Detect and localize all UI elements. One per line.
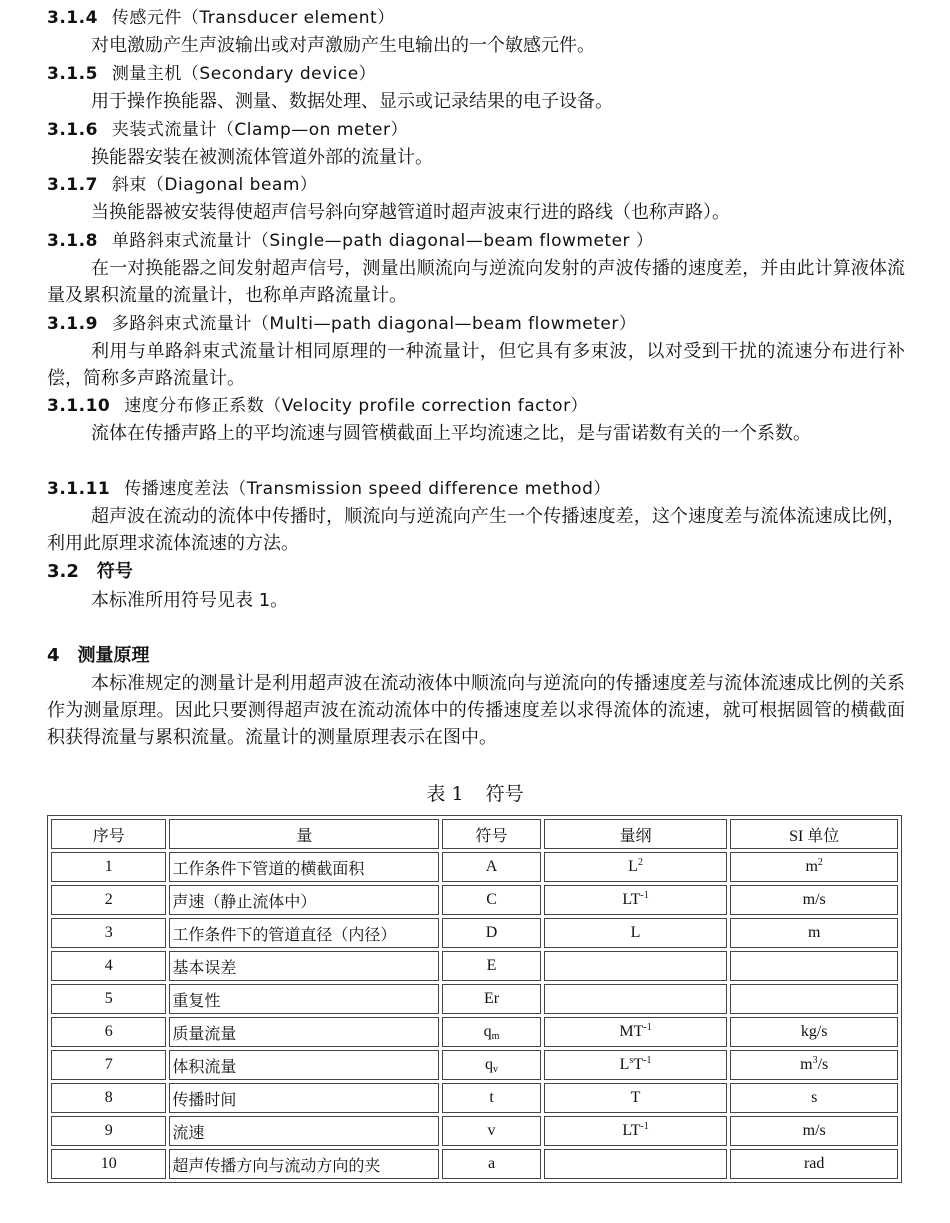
term-heading — [47, 395, 588, 417]
section-body: 本标准规定的测量计是利用超声波在流动液体中顺流向与逆流向的传播速度差与流体流速成比例的关系作为测量原理。因此只要测得超声波在流动流体中的传播速度差以求得流体的流速，就可根据圆管的横截面积获得流量与累积流量。流量计的测量原理表示在图中。 — [47, 673, 905, 748]
symbol-base: D — [485, 924, 498, 941]
unit-base: m — [807, 924, 821, 941]
dimension-exponent: 2 — [637, 857, 643, 868]
section-title: 测量原理 — [77, 645, 150, 666]
header-si-unit: SI 单位 — [730, 819, 898, 849]
dimension-exponent: -1 — [640, 1121, 649, 1132]
symbol-base: v — [487, 1122, 496, 1139]
cell-symbol — [442, 918, 540, 948]
table-row — [51, 1149, 898, 1179]
table-caption-title: 符号 — [485, 783, 524, 805]
cell-quantity: 质量流量 — [169, 1017, 439, 1047]
term-number: 3.1.10 — [47, 396, 111, 416]
term-title: 斜束（Diagonal beam） — [111, 175, 318, 195]
term-definition: 在一对换能器之间发射超声信号，测量出顺流向与逆流向发射的声波传播的速度差，并由此计算液体流量及累积流量的流量计，也称单声路流量计。 — [47, 258, 905, 306]
cell-dimension — [544, 1017, 728, 1047]
term-title: 传播速度差法（Transmission speed difference method） — [124, 479, 611, 499]
dimension-base: MT — [619, 1023, 644, 1040]
term-number: 3.1.8 — [47, 231, 98, 251]
section-number: 4 — [47, 645, 60, 666]
term-definition: 用于操作换能器、测量、数据处理、显示或记录结果的电子设备。 — [91, 91, 613, 112]
cell-symbol — [442, 1017, 540, 1047]
cell-si-unit — [730, 1083, 898, 1113]
cell-no: 9 — [51, 1116, 166, 1146]
cell-si-unit — [730, 1050, 898, 1080]
cell-symbol — [442, 984, 540, 1014]
symbol-base: q — [485, 1056, 494, 1073]
dimension-exponent: s — [629, 1055, 634, 1066]
cell-dimension — [544, 918, 728, 948]
dimension-base: L — [619, 1056, 630, 1073]
cell-symbol — [442, 852, 540, 882]
term-heading — [47, 63, 376, 85]
cell-quantity: 体积流量 — [169, 1050, 439, 1080]
table-caption — [0, 782, 950, 806]
symbol-base: a — [487, 1155, 496, 1172]
term-title: 单路斜束式流量计（Single—path diagonal—beam flowmeter ） — [111, 231, 654, 251]
term-number: 3.1.5 — [47, 64, 98, 84]
symbol-base: t — [489, 1089, 494, 1106]
cell-quantity: 超声传播方向与流动方向的夹 — [169, 1149, 439, 1179]
table-header-row — [51, 819, 898, 849]
term-heading — [47, 119, 408, 141]
cell-quantity: 工作条件下管道的横截面积 — [169, 852, 439, 882]
section-heading — [47, 644, 150, 668]
term-number: 3.1.9 — [47, 314, 98, 334]
table-row — [51, 852, 898, 882]
symbol-subscript: v — [493, 1064, 499, 1075]
term-title: 多路斜束式流量计（Multi—path diagonal—beam flowmeter） — [111, 314, 637, 334]
unit-base: rad — [803, 1155, 825, 1172]
table-row — [51, 984, 898, 1014]
term-title: 夹装式流量计（Clamp—on meter） — [111, 120, 408, 140]
unit-exponent: 2 — [817, 857, 823, 868]
cell-no: 3 — [51, 918, 166, 948]
dimension-base: LT — [622, 891, 641, 908]
term-definition: 当换能器被安装得使超声信号斜向穿越管道时超声波束行进的路线（也称声路）。 — [91, 202, 730, 223]
cell-dimension — [544, 1050, 728, 1080]
header-dimension: 量纲 — [544, 819, 728, 849]
table-row — [51, 918, 898, 948]
cell-symbol — [442, 885, 540, 915]
table-row — [51, 1116, 898, 1146]
unit-base: m — [800, 1056, 813, 1073]
term-heading — [47, 230, 653, 252]
symbols-table — [47, 815, 902, 1183]
cell-si-unit — [730, 852, 898, 882]
term-number: 3.1.6 — [47, 120, 98, 140]
term-heading — [47, 313, 636, 335]
term-title: 速度分布修正系数（Velocity profile correction factor） — [124, 396, 589, 416]
term-definition: 超声波在流动的流体中传播时，顺流向与逆流向产生一个传播速度差，这个速度差与流体流速成比例，利用此原理求流体流速的方法。 — [47, 506, 905, 554]
cell-quantity: 工作条件下的管道直径（内径） — [169, 918, 439, 948]
cell-si-unit — [730, 951, 898, 981]
table-caption-label: 表 1 — [426, 783, 464, 805]
term-number: 3.1.11 — [47, 479, 111, 499]
cell-si-unit — [730, 984, 898, 1014]
symbol-base: C — [486, 891, 497, 908]
dimension-base: T — [633, 1056, 644, 1073]
dimension-exponent: -1 — [640, 890, 649, 901]
term-title: 测量主机（Secondary device） — [111, 64, 377, 84]
term-definition: 对电激励产生声波输出或对声激励产生电输出的一个敏感元件。 — [91, 35, 595, 56]
table-row — [51, 1050, 898, 1080]
cell-dimension — [544, 1116, 728, 1146]
term-number: 3.1.4 — [47, 8, 98, 28]
cell-dimension — [544, 1083, 728, 1113]
section-heading — [47, 560, 133, 584]
cell-quantity: 声速（静止流体中） — [169, 885, 439, 915]
cell-dimension — [544, 984, 728, 1014]
cell-symbol — [442, 1149, 540, 1179]
unit-tail: /s — [817, 1056, 829, 1073]
cell-si-unit — [730, 918, 898, 948]
symbol-base: Er — [483, 990, 500, 1007]
header-quantity: 量 — [169, 819, 439, 849]
symbol-base: E — [486, 957, 497, 974]
term-title: 传感元件（Transducer element） — [111, 8, 395, 28]
header-symbol: 符号 — [442, 819, 540, 849]
unit-base: m/s — [802, 1122, 826, 1139]
cell-quantity: 流速 — [169, 1116, 439, 1146]
cell-quantity: 重复性 — [169, 984, 439, 1014]
cell-no: 2 — [51, 885, 166, 915]
cell-no: 5 — [51, 984, 166, 1014]
section-title: 符号 — [96, 561, 133, 582]
cell-si-unit — [730, 1149, 898, 1179]
table-row — [51, 951, 898, 981]
cell-si-unit — [730, 1017, 898, 1047]
term-heading — [47, 174, 317, 196]
cell-no: 7 — [51, 1050, 166, 1080]
term-definition: 流体在传播声路上的平均流速与圆管横截面上平均流速之比，是与雷诺数有关的一个系数。 — [91, 423, 811, 444]
cell-symbol — [442, 1116, 540, 1146]
dimension-base: L — [630, 924, 641, 941]
dimension-base: T — [630, 1089, 641, 1106]
cell-symbol — [442, 1050, 540, 1080]
symbol-subscript: m — [491, 1031, 500, 1042]
term-definition: 利用与单路斜束式流量计相同原理的一种流量计，但它具有多束波，以对受到干扰的流速分布进行补偿，简称多声路流量计。 — [47, 341, 905, 389]
unit-base: m/s — [802, 891, 826, 908]
cell-quantity: 传播时间 — [169, 1083, 439, 1113]
cell-dimension — [544, 951, 728, 981]
unit-base: s — [811, 1089, 818, 1106]
term-heading — [47, 7, 395, 29]
term-number: 3.1.7 — [47, 175, 98, 195]
symbol-base: A — [485, 858, 498, 875]
cell-si-unit — [730, 885, 898, 915]
cell-no: 1 — [51, 852, 166, 882]
symbol-base: q — [483, 1023, 492, 1040]
section-number: 3.2 — [47, 561, 79, 582]
cell-symbol — [442, 1083, 540, 1113]
cell-quantity: 基本误差 — [169, 951, 439, 981]
dimension-base: L — [628, 858, 638, 875]
unit-base: m — [805, 858, 818, 875]
cell-no: 6 — [51, 1017, 166, 1047]
unit-exponent: 3 — [812, 1055, 818, 1066]
cell-dimension — [544, 852, 728, 882]
cell-si-unit — [730, 1116, 898, 1146]
cell-no: 8 — [51, 1083, 166, 1113]
header-no: 序号 — [51, 819, 166, 849]
dimension-exponent: -1 — [643, 1055, 652, 1066]
section-body: 本标准所用符号见表 1。 — [91, 590, 289, 611]
cell-dimension — [544, 1149, 728, 1179]
table-row — [51, 1017, 898, 1047]
cell-symbol — [442, 951, 540, 981]
table-row — [51, 885, 898, 915]
term-heading — [47, 478, 611, 500]
table-row — [51, 1083, 898, 1113]
dimension-exponent: -1 — [643, 1022, 652, 1033]
cell-dimension — [544, 885, 728, 915]
unit-base: kg/s — [800, 1023, 828, 1040]
cell-no: 10 — [51, 1149, 166, 1179]
term-definition: 换能器安装在被测流体管道外部的流量计。 — [91, 147, 433, 168]
dimension-base: LT — [622, 1122, 641, 1139]
cell-no: 4 — [51, 951, 166, 981]
